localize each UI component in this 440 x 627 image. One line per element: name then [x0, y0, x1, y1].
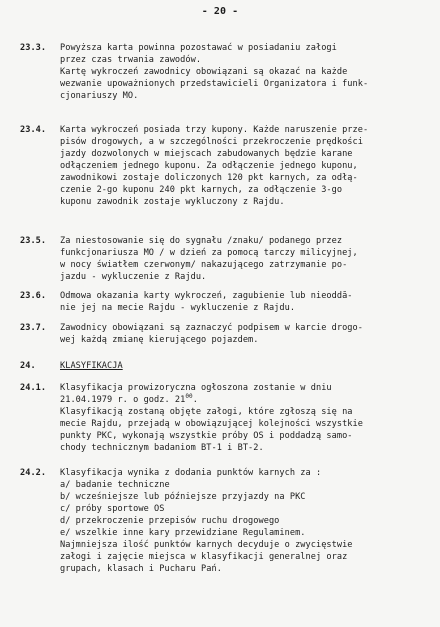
list-item: c/ próby sportowe OS — [60, 504, 165, 514]
time-superscript: 00 — [185, 393, 193, 401]
section-24-2 — [20, 467, 426, 575]
text-line: mecie Rajdu, przejadą w obowiązującej kolejności wszystkie — [60, 419, 363, 429]
text-line: wezwanie upoważnionych przedstawicieli Organizatora i funk- — [60, 79, 369, 89]
section-body — [60, 235, 426, 283]
text-line: Karta wykroczeń posiada trzy kupony. Każde naruszenie prze- — [60, 125, 369, 135]
section-body — [60, 382, 426, 454]
text-line: Klasyfikacja prowizoryczna ogłoszona zostanie w dniu — [60, 383, 332, 393]
section-number: 23.3. — [20, 43, 47, 53]
section-number: 23.4. — [20, 125, 47, 135]
text-line: odłączeniem jednego kuponu. Za odłączenie jednego kuponu, — [60, 161, 358, 171]
text-line: nie jej na mecie Rajdu - wykluczenie z Rajdu. — [60, 303, 296, 313]
section-body — [60, 467, 426, 575]
text-line: Najmniejsza ilość punktów karnych decyduje o zwycięstwie — [60, 540, 353, 550]
section-23-6 — [20, 290, 426, 314]
section-number: 23.7. — [20, 323, 47, 333]
text-line: wej każdą zmianę kierującego pojazdem. — [60, 335, 259, 345]
section-body — [60, 124, 426, 208]
section-number: 23.6. — [20, 291, 47, 301]
text-line: Zawodnicy obowiązani są zaznaczyć podpisem w karcie drogo- — [60, 323, 363, 333]
text-line: pisów drogowych, a w szczególności przekroczenie prędkości — [60, 137, 363, 147]
section-23-3 — [20, 42, 426, 102]
text-line: punkty PKC, wykonają wszystkie próby OS i poddadzą samo- — [60, 431, 353, 441]
list-item: b/ wcześniejsze lub późniejsze przyjazdy na PKC — [60, 492, 306, 502]
list-item: d/ przekroczenie przepisów ruchu drogowego — [60, 516, 280, 526]
text-line: Powyższa karta powinna pozostawać w posiadaniu załogi — [60, 43, 337, 53]
section-number: 24.1. — [20, 383, 47, 393]
section-number: 24.2. — [20, 468, 47, 478]
text-line: załogi i zajęcie miejsca w klasyfikacji generalnej oraz — [60, 552, 348, 562]
text-line: grupach, klasach i Pucharu Pań. — [60, 564, 222, 574]
section-heading: KLASYFIKACJA — [60, 361, 123, 371]
text-line: Za niestosowanie się do sygnału /znaku/ podanego przez — [60, 236, 343, 246]
section-body — [60, 322, 426, 346]
text-line: funkcjonariusza MO / w dzień za pomocą tarczy milicyjnej, — [60, 248, 358, 258]
page-number: - 20 - — [201, 6, 239, 17]
list-item: e/ wszelkie inne kary przewidziane Regulaminem. — [60, 528, 306, 538]
text-line-time — [60, 394, 426, 406]
section-body — [60, 360, 426, 372]
text-line: cjonariuszy MO. — [60, 91, 139, 101]
text-line: przez czas trwania zawodów. — [60, 55, 202, 65]
text-line: Klasyfikacja wynika z dodania punktów karnych za : — [60, 468, 322, 478]
list-item: a/ badanie techniczne — [60, 480, 170, 490]
text-line: Kartę wykroczeń zawodnicy obowiązani są okazać na każde — [60, 67, 348, 77]
text-line: Klasyfikacją zostaną objęte załogi, które zgłoszą się na — [60, 407, 353, 417]
text-line: w nocy światłem czerwonym/ nakazującego zatrzymanie po- — [60, 260, 348, 270]
text-line: kuponu zawodnik zostaje wykluczony z Rajdu. — [60, 197, 285, 207]
text-line: Odmowa okazania karty wykroczeń, zagubienie lub nieoddā- — [60, 291, 353, 301]
section-number: 24. — [20, 361, 36, 371]
sentence-period: . — [192, 395, 198, 405]
section-body — [60, 290, 426, 314]
text-line: zawodnikowi zostaje doliczonych 120 pkt karnych, za odłą- — [60, 173, 358, 183]
section-24-1 — [20, 382, 426, 454]
text-line: 21.04.1979 r. o godz. 21 — [60, 395, 186, 405]
section-23-7 — [20, 322, 426, 346]
section-23-4 — [20, 124, 426, 208]
section-body — [60, 42, 426, 102]
text-line: jazdu - wykluczenie z Rajdu. — [60, 272, 207, 282]
text-line: czenie 2-go kuponu 240 pkt karnych, za odłączenie 3-go — [60, 185, 343, 195]
text-line: jazdy dozwolonych w miejscach zabudowanych będzie karane — [60, 149, 353, 159]
section-number: 23.5. — [20, 236, 47, 246]
section-23-5 — [20, 235, 426, 283]
section-24 — [20, 360, 426, 372]
text-line: chody technicznym badaniom BT-1 i BT-2. — [60, 443, 264, 453]
